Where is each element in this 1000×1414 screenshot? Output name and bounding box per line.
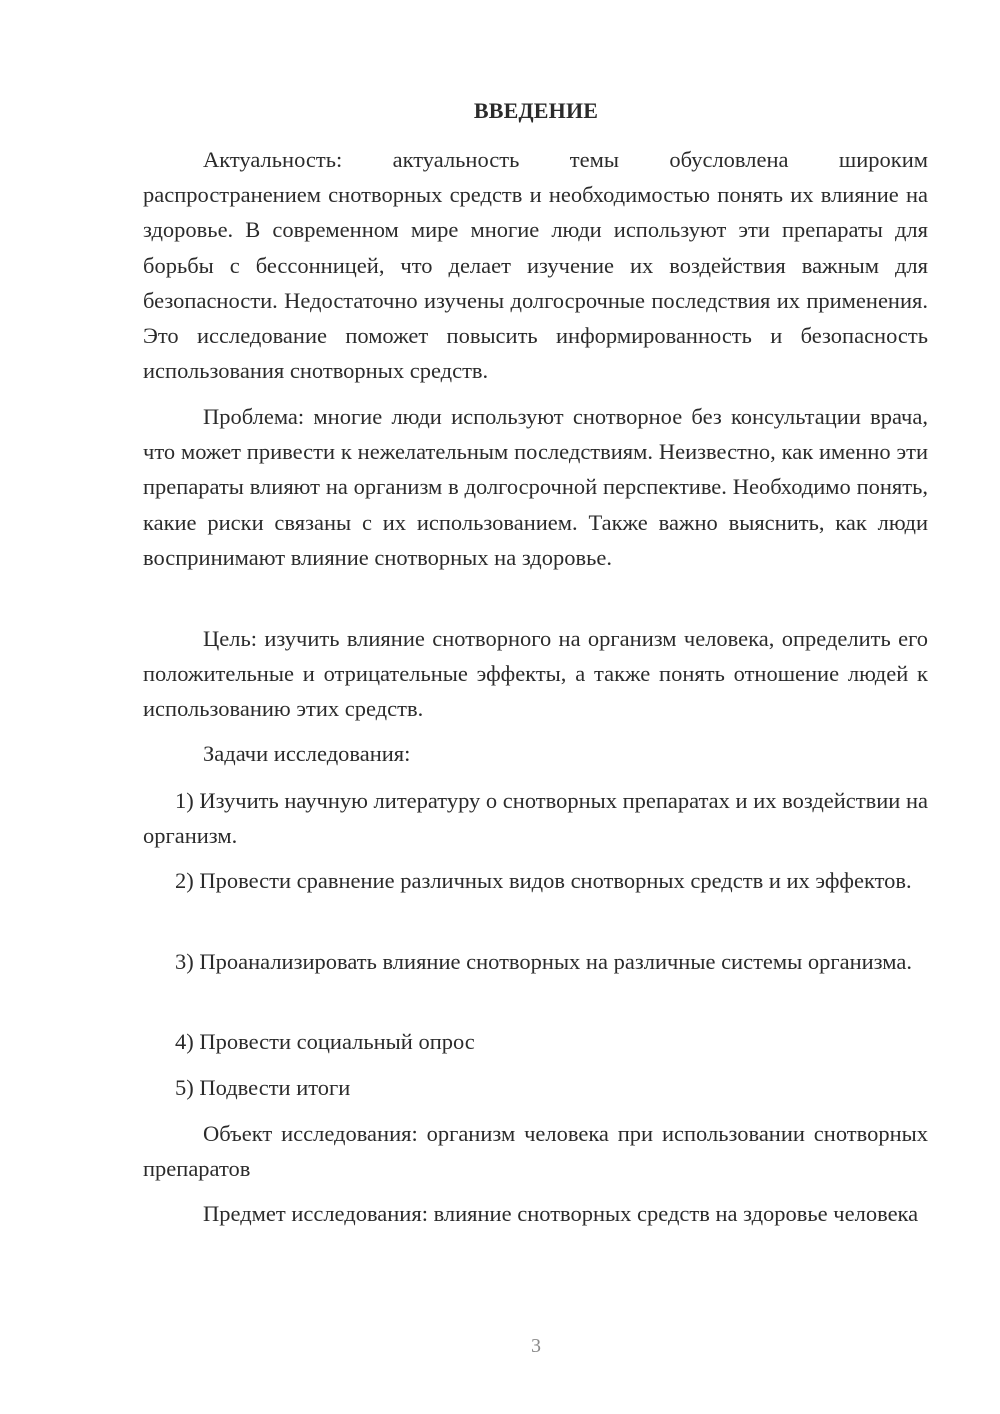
paragraph-object: Объект исследования: организм человека при использовании снотворных препаратов <box>143 1121 928 1182</box>
page-number: 3 <box>531 1335 541 1357</box>
task-item-1: 1) Изучить научную литературу о снотворных препаратах и их воздействии на организм. <box>143 788 928 849</box>
task-item-2: 2) Провести сравнение различных видов снотворных средств и их эффектов. <box>175 868 912 893</box>
paragraph-goal: Цель: изучить влияние снотворного на организм человека, определить его положительные и отрицательные эффекты, а также понять отношение людей к использованию этих средств. <box>143 626 928 722</box>
page-title: ВВЕДЕНИЕ <box>473 98 599 123</box>
paragraph-subject: Предмет исследования: влияние снотворных средств на здоровье человека <box>203 1201 919 1226</box>
tasks-title: Задачи исследования: <box>203 741 411 766</box>
paragraph-problem: Проблема: многие люди используют снотворное без консультации врача, что может привести к нежелательным последствиям. Неизвестно, как именно эти препараты влияют на организм в долгосрочной перспективе. Необходимо понять, какие риски связаны с их использованием. Также важно выяснить, как люди воспринимают влияние снотворных на здоровье. <box>143 404 928 570</box>
task-item-4: 4) Провести социальный опрос <box>175 1029 475 1054</box>
task-item-3: 3) Проанализировать влияние снотворных на различные системы организма. <box>175 949 912 974</box>
task-item-5: 5) Подвести итоги <box>175 1075 351 1100</box>
paragraph-relevance: Актуальность: актуальность темы обусловлена широким распространением снотворных средств и необходимостью понять их влияние на здоровье. В современном мире многие люди используют эти препараты для борьбы с бессонницей, что делает изучение их воздействия важным для безопасности. Недостаточно изучены долгосрочные последствия их применения. Это исследование поможет повысить информированность и безопасность использования снотворных средств. <box>143 147 928 384</box>
